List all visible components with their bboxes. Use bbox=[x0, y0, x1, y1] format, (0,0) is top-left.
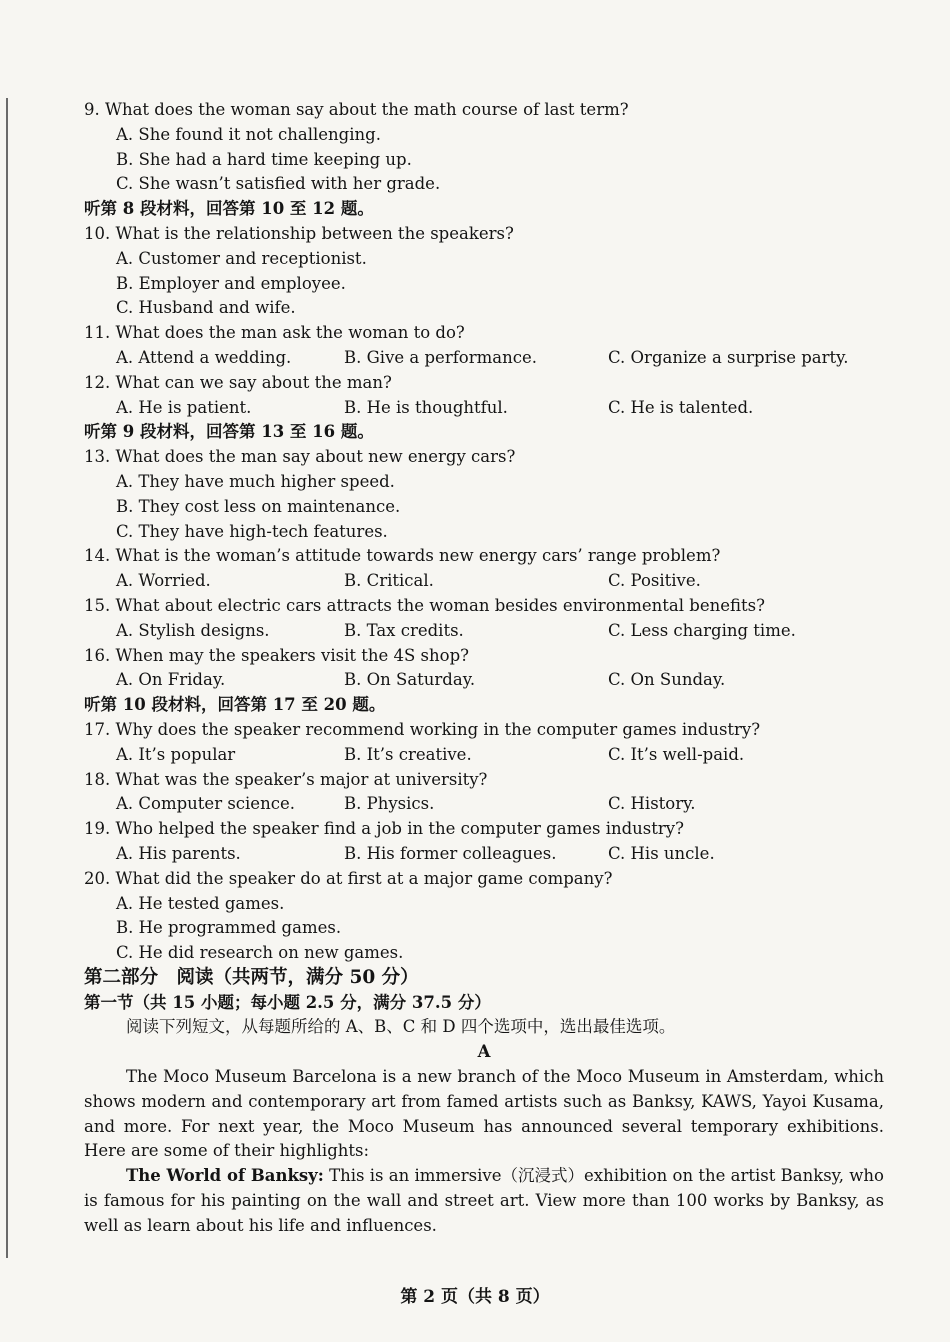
option-b: B. Employer and employee. bbox=[116, 273, 346, 293]
option-a: A. It’s popular bbox=[116, 744, 236, 764]
option-b: B. On Saturday. bbox=[344, 670, 476, 690]
option-a: A. They have much higher speed. bbox=[116, 471, 395, 491]
question-stem: 16. When may the speakers visit the 4S shop? bbox=[84, 645, 469, 665]
option-a: A. His parents. bbox=[116, 843, 241, 863]
question-19 bbox=[84, 817, 884, 867]
question-stem: 14. What is the woman’s attitude towards new energy cars’ range problem? bbox=[84, 546, 721, 566]
option-b: B. Critical. bbox=[344, 571, 434, 591]
question-stem: 18. What was the speaker’s major at university? bbox=[84, 769, 488, 789]
passage-title: A bbox=[477, 1042, 491, 1062]
option-b: B. Give a performance. bbox=[344, 347, 537, 367]
section-9-instruction: 听第 9 段材料，回答第 13 至 16 题。 bbox=[84, 422, 374, 442]
question-stem: 17. Why does the speaker recommend working in the computer games industry? bbox=[84, 719, 761, 739]
option-b: B. It’s creative. bbox=[344, 744, 472, 764]
passage-paragraph-2 bbox=[84, 1164, 884, 1238]
option-a: A. On Friday. bbox=[116, 670, 226, 690]
question-10 bbox=[84, 222, 884, 321]
option-b: B. They cost less on maintenance. bbox=[116, 496, 401, 516]
page-footer: 第 2 页（共 8 页） bbox=[400, 1287, 550, 1307]
question-17 bbox=[84, 718, 884, 768]
option-c: C. Husband and wife. bbox=[116, 298, 296, 318]
option-c: C. Organize a surprise party. bbox=[608, 347, 849, 367]
option-b: B. He is thoughtful. bbox=[344, 397, 508, 417]
options-row bbox=[84, 743, 884, 768]
part-2-heading: 第二部分 阅读（共两节，满分 50 分） bbox=[84, 966, 419, 988]
part-2-subheading: 第一节（共 15 小题；每小题 2.5 分，满分 37.5 分） bbox=[84, 992, 491, 1012]
question-stem: 19. Who helped the speaker find a job in the computer games industry? bbox=[84, 819, 684, 839]
option-c: C. History. bbox=[608, 794, 696, 814]
question-stem: 15. What about electric cars attracts the woman besides environmental benefits? bbox=[84, 595, 765, 615]
option-c: C. They have high-tech features. bbox=[116, 521, 388, 541]
option-c: C. It’s well-paid. bbox=[608, 744, 745, 764]
question-9 bbox=[84, 98, 884, 197]
reading-instruction: 阅读下列短文，从每题所给的 A、B、C 和 D 四个选项中，选出最佳选项。 bbox=[126, 1017, 676, 1037]
question-15 bbox=[84, 594, 884, 644]
option-a: A. He tested games. bbox=[116, 893, 285, 913]
option-a: A. Computer science. bbox=[116, 794, 295, 814]
option-c: C. On Sunday. bbox=[608, 670, 726, 690]
options-row bbox=[84, 842, 884, 867]
section-8-instruction: 听第 8 段材料，回答第 10 至 12 题。 bbox=[84, 199, 374, 219]
options-row bbox=[84, 619, 884, 644]
question-stem: 20. What did the speaker do at first at a major game company? bbox=[84, 868, 613, 888]
option-c: C. He did research on new games. bbox=[116, 943, 404, 963]
exhibition-description: This is an immersive（沉浸式）exhibition on the artist Banksy, who is famous for his painting on the wall and street art. View more than 100 works by Banksy, as well as learn about his life and influences. bbox=[84, 1166, 884, 1235]
page-margin-line bbox=[6, 98, 8, 1258]
question-16 bbox=[84, 644, 884, 694]
question-14 bbox=[84, 544, 884, 594]
option-a: A. Attend a wedding. bbox=[116, 347, 292, 367]
options-row bbox=[84, 792, 884, 817]
question-13 bbox=[84, 445, 884, 544]
question-stem: 11. What does the man ask the woman to do? bbox=[84, 323, 465, 343]
option-c: C. Less charging time. bbox=[608, 620, 796, 640]
option-a: A. Worried. bbox=[116, 571, 211, 591]
option-c: C. Positive. bbox=[608, 571, 701, 591]
question-12 bbox=[84, 371, 884, 421]
section-10-instruction: 听第 10 段材料，回答第 17 至 20 题。 bbox=[84, 695, 386, 715]
question-stem: 10. What is the relationship between the speakers? bbox=[84, 223, 514, 243]
options-row bbox=[84, 346, 884, 371]
options-row bbox=[84, 569, 884, 594]
option-a: A. Customer and receptionist. bbox=[116, 248, 367, 268]
option-b: B. Tax credits. bbox=[344, 620, 464, 640]
option-b: B. His former colleagues. bbox=[344, 843, 557, 863]
options-row bbox=[84, 668, 884, 693]
option-b: B. Physics. bbox=[344, 794, 435, 814]
question-11 bbox=[84, 321, 884, 371]
option-a: A. Stylish designs. bbox=[116, 620, 270, 640]
option-c: C. He is talented. bbox=[608, 397, 754, 417]
question-stem: 12. What can we say about the man? bbox=[84, 372, 392, 392]
option-b: B. He programmed games. bbox=[116, 918, 342, 938]
options-row bbox=[84, 396, 884, 421]
question-18 bbox=[84, 768, 884, 818]
option-b: B. She had a hard time keeping up. bbox=[116, 149, 412, 169]
exhibition-title: The World of Banksy: bbox=[126, 1166, 324, 1186]
exam-content bbox=[84, 98, 884, 1239]
option-a: A. He is patient. bbox=[116, 397, 252, 417]
option-c: C. She wasn’t satisfied with her grade. bbox=[116, 174, 441, 194]
question-20 bbox=[84, 867, 884, 966]
option-a: A. She found it not challenging. bbox=[116, 124, 381, 144]
option-c: C. His uncle. bbox=[608, 843, 715, 863]
passage-paragraph-1: The Moco Museum Barcelona is a new branch of the Moco Museum in Amsterdam, which shows modern and contemporary art from famed artists such as Banksy, KAWS, Yayoi Kusama, and more. For next year, the Moco Museum has announced several temporary exhibitions. Here are some of their highlights: bbox=[84, 1067, 884, 1161]
question-stem: 9. What does the woman say about the math course of last term? bbox=[84, 100, 629, 119]
question-stem: 13. What does the man say about new energy cars? bbox=[84, 447, 516, 467]
